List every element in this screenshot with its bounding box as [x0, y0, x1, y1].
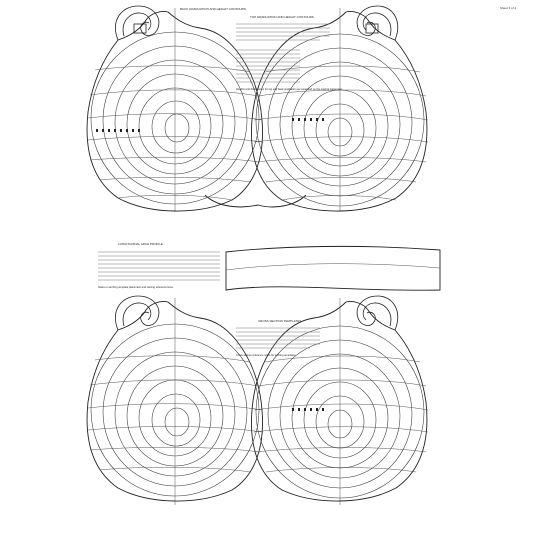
- middle-note-text: Notes on arching template placement and carving reference lines.: [98, 286, 174, 289]
- scroll-icon: [115, 296, 158, 330]
- bottom-right-note-text: Cross section reference notes for arching templates.: [236, 354, 297, 357]
- section-heading-back: BACK GRADUATION AND HEIGHT CONTOURS: [180, 7, 246, 11]
- scroll-icon: [357, 296, 398, 330]
- page-label: Sheet 3 of 4: [500, 6, 517, 10]
- arch-profile-strip: [226, 246, 440, 290]
- bottom-right-notes: [236, 319, 320, 357]
- bottom-back-left-diagram: [87, 296, 263, 505]
- top-right-note-text: Heights and thicknesses for top and back graduation as measured on the original instrument.: [236, 88, 343, 91]
- middle-section: [98, 242, 440, 290]
- scroll-icon: [357, 6, 398, 40]
- top-right-notes: [236, 15, 343, 91]
- section-heading-middle: LONGITUDINAL ARCH PROFILE: [118, 242, 163, 246]
- top-back-left-diagram: [87, 6, 263, 212]
- section-heading-cross: CROSS SECTION TEMPLATES: [258, 319, 302, 323]
- section-heading-top: TOP GRADUATION AND HEIGHT CONTOURS: [250, 15, 314, 19]
- top-top-right-diagram: [251, 6, 428, 212]
- bottom-top-right-diagram: [251, 296, 428, 505]
